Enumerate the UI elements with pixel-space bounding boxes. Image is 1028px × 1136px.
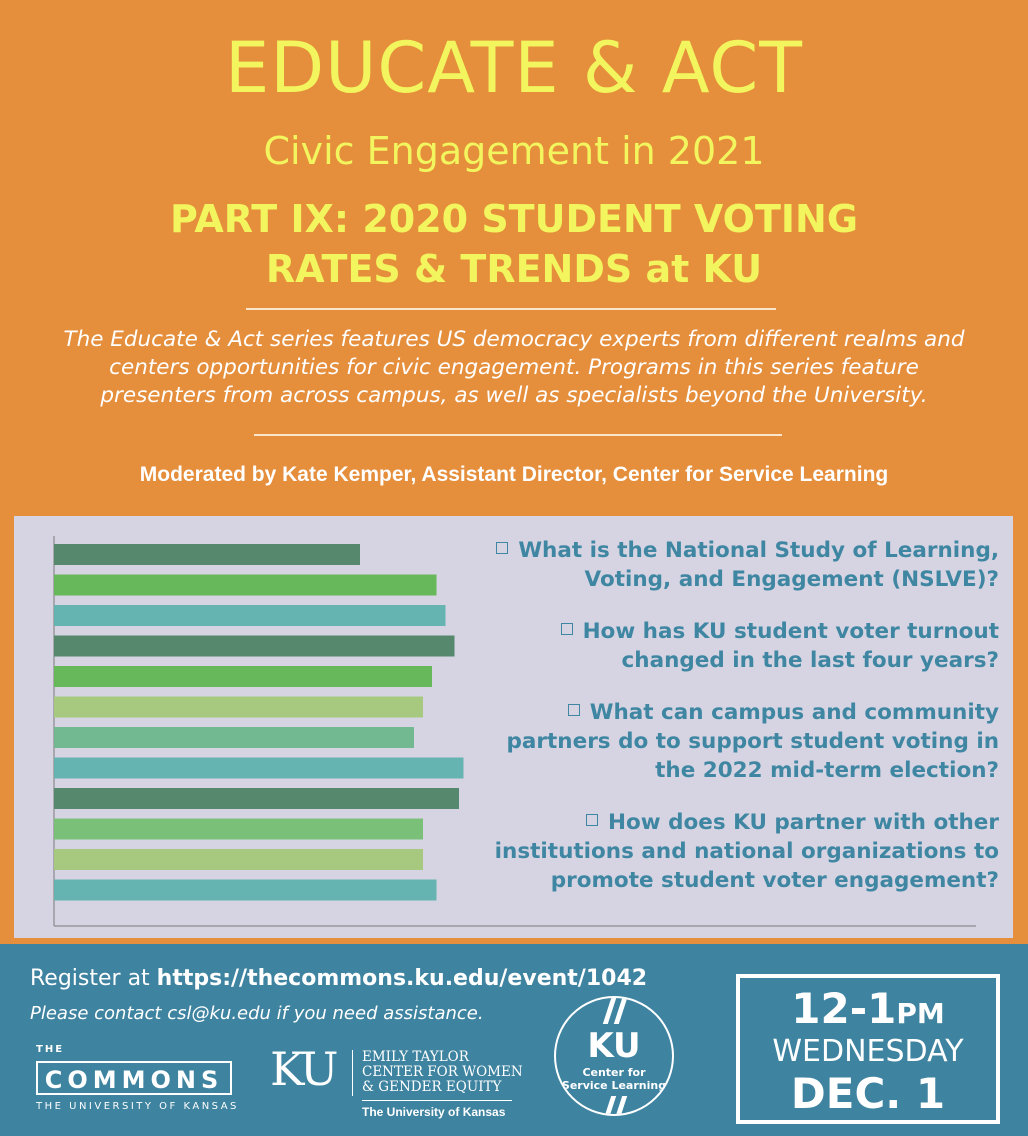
et-center-name: [362, 1050, 523, 1095]
description-line3: presenters from across campus, as well as specialists beyond the University.: [100, 383, 928, 408]
part-heading: [0, 194, 1028, 294]
description-line2: centers opportunities for civic engagement. Programs in this series feature: [109, 355, 919, 380]
commons-logo: [36, 1044, 246, 1124]
bar-12: [54, 880, 437, 901]
et-line3: & GENDER EQUITY: [362, 1079, 502, 1095]
event-day: WEDNESDAY: [772, 1034, 964, 1069]
event-date: DEC. 1: [790, 1069, 946, 1118]
checkbox-icon: [568, 704, 580, 716]
bar-7: [54, 727, 414, 748]
question-2-line2: changed in the last four years?: [621, 648, 999, 673]
csl-line1: Center for: [582, 1066, 646, 1079]
bar-11: [54, 849, 423, 870]
time-suffix: PM: [896, 997, 945, 1030]
divider-top: [246, 308, 776, 310]
part-heading-line2: RATES & TRENDS at KU: [265, 247, 763, 291]
bar-3: [54, 605, 446, 626]
page-title: EDUCATE & ACT: [224, 27, 804, 109]
question-item: [439, 698, 999, 785]
bar-1: [54, 544, 360, 565]
bar-5: [54, 666, 432, 687]
time-range: 12-1: [791, 984, 897, 1033]
bar-8: [54, 758, 464, 779]
commons-name: COMMONS: [36, 1061, 232, 1095]
series-description: [10, 326, 1018, 410]
divider-bottom: [254, 434, 782, 436]
description-line1: The Educate & Act series features US democracy experts from different realms and: [63, 327, 965, 352]
event-time-box: [736, 974, 1000, 1124]
checkbox-icon: [586, 814, 598, 826]
emily-taylor-logo: [270, 1044, 530, 1124]
csl-line2: Service Learning: [561, 1079, 667, 1092]
register-line: [30, 964, 647, 994]
content-panel: [14, 516, 1013, 938]
question-1-line1: What is the National Study of Learning,: [518, 538, 999, 563]
slash-mark: [601, 1096, 616, 1116]
ku-mark: KU: [270, 1042, 336, 1096]
checkbox-icon: [496, 542, 508, 554]
logo-divider: [352, 1050, 353, 1096]
page-subtitle: Civic Engagement in 2021: [263, 129, 765, 173]
question-list: [439, 536, 999, 918]
question-item: [439, 617, 999, 675]
slash-mark: [614, 996, 629, 1024]
contact-line: Please contact csl@ku.edu if you need assistance.: [30, 1003, 484, 1024]
bar-6: [54, 697, 423, 718]
footer-section: [0, 944, 1028, 1136]
commons-the: THE: [36, 1044, 65, 1055]
logo-underline: [362, 1100, 512, 1101]
event-time: [740, 984, 996, 1039]
et-line1: EMILY TAYLOR: [362, 1049, 469, 1065]
question-1-line2: Voting, and Engagement (NSLVE)?: [584, 567, 999, 592]
question-3-line3: the 2022 mid-term election?: [655, 758, 999, 783]
question-item: [439, 808, 999, 895]
question-2-line1: How has KU student voter turnout: [582, 619, 999, 644]
question-4-line2: institutions and national organizations to: [494, 839, 999, 864]
question-item: [439, 536, 999, 594]
commons-university: THE UNIVERSITY OF KANSAS: [36, 1101, 239, 1112]
question-3-line1: What can campus and community: [589, 700, 999, 725]
bar-10: [54, 819, 423, 840]
bar-9: [54, 788, 459, 809]
et-university: The University of Kansas: [362, 1105, 506, 1119]
question-3-line2: partners do to support student voting in: [506, 729, 999, 754]
csl-label: [556, 1066, 672, 1092]
register-prefix: Register at: [30, 966, 157, 991]
bar-4: [54, 636, 455, 657]
question-4-line1: How does KU partner with other: [608, 810, 999, 835]
part-heading-line1: PART IX: 2020 STUDENT VOTING: [169, 197, 859, 241]
csl-ku: KU: [587, 1026, 641, 1066]
question-4-line3: promote student voter engagement?: [550, 868, 999, 893]
moderator-line: Moderated by Kate Kemper, Assistant Director, Center for Service Learning: [139, 463, 889, 486]
checkbox-icon: [561, 623, 573, 635]
csl-logo: [554, 996, 674, 1116]
bar-2: [54, 575, 437, 596]
et-line2: CENTER FOR WOMEN: [362, 1064, 523, 1080]
register-link[interactable]: https://thecommons.ku.edu/event/1042: [156, 966, 648, 991]
